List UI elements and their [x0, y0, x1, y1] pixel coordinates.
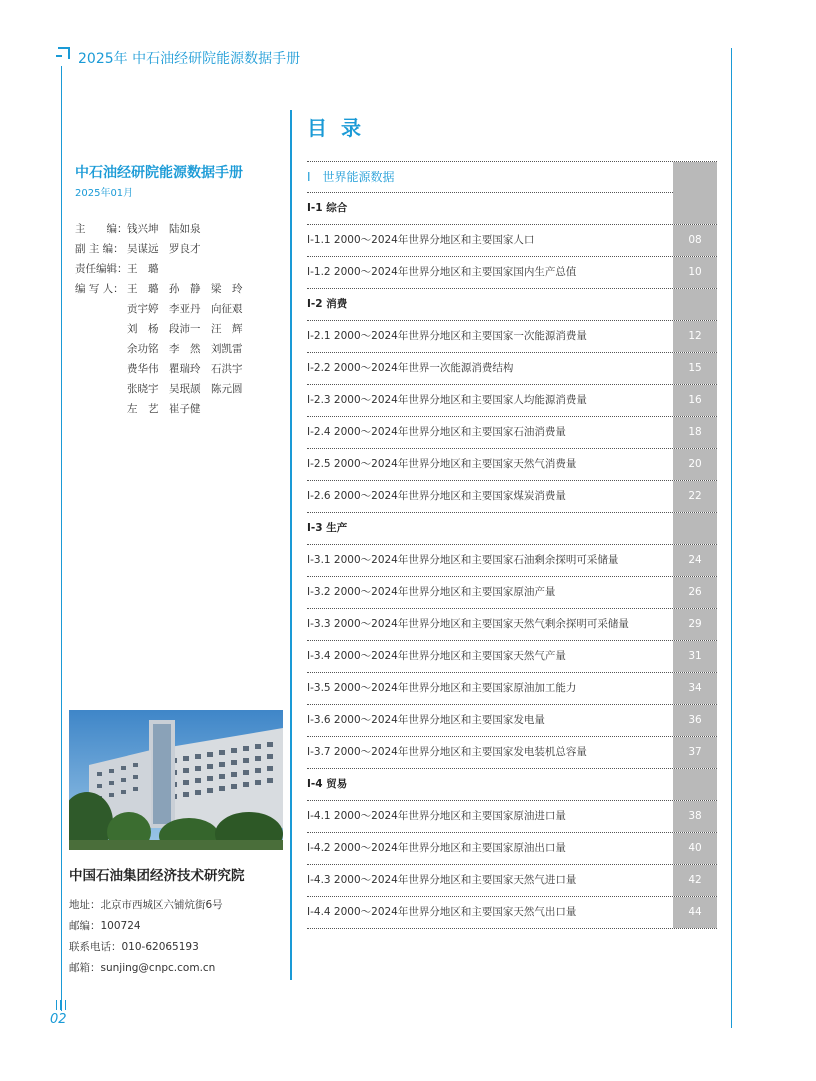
toc-entry[interactable] [307, 353, 717, 385]
toc-group-heading [307, 289, 717, 321]
postcode: 邮编：100724 [69, 920, 141, 932]
credit-names: 费华伟 瞿瑞玲 石洪宇 [127, 363, 243, 375]
credit-row [75, 239, 243, 259]
toc-entry-title: I-1 综合 [307, 202, 348, 214]
toc-page-number: 38 [673, 801, 717, 832]
toc-page-number: 42 [673, 865, 717, 896]
column-divider [290, 110, 292, 980]
running-header: 2025年 中石油经研院能源数据手册 [78, 51, 301, 67]
toc-section-heading [307, 161, 717, 193]
toc-entry[interactable] [307, 737, 717, 769]
email: 邮箱：sunjing@cnpc.com.cn [69, 962, 216, 974]
book-title: 中石油经研院能源数据手册 [75, 165, 243, 181]
left-rule [61, 66, 62, 1011]
toc-page-number [673, 513, 717, 544]
toc-entry-title: I-3.3 2000～2024年世界分地区和主要国家天然气剩余探明可采储量 [307, 618, 629, 630]
toc-page-number: 34 [673, 673, 717, 704]
credit-role [75, 379, 127, 399]
toc-entry-title: I-2.1 2000～2024年世界分地区和主要国家一次能源消费量 [307, 330, 587, 342]
toc-page-number: 29 [673, 609, 717, 640]
toc-page-number: 16 [673, 385, 717, 416]
toc-page-number: 44 [673, 897, 717, 928]
credit-names: 左 艺 崔子健 [127, 403, 201, 415]
toc-page-number: 12 [673, 321, 717, 352]
credit-names: 王 璐 [127, 263, 159, 275]
toc-entry-title: I-3 生产 [307, 522, 348, 534]
toc-entry-title: I-2 消费 [307, 298, 348, 310]
toc-group-heading [307, 193, 717, 225]
toc-entry[interactable] [307, 449, 717, 481]
credit-role: 副 主 编： [75, 243, 124, 255]
toc-entry-title: I-3.7 2000～2024年世界分地区和主要国家发电装机总容量 [307, 746, 587, 758]
toc-entry[interactable] [307, 673, 717, 705]
toc-entry-title: I-1.1 2000～2024年世界分地区和主要国家人口 [307, 234, 535, 246]
credit-row [75, 319, 243, 339]
credit-role [75, 399, 127, 419]
toc-entry-title: I-2.4 2000～2024年世界分地区和主要国家石油消费量 [307, 426, 566, 438]
credit-row [75, 359, 243, 379]
toc-entry-title: I-2.2 2000～2024年世界一次能源消费结构 [307, 362, 514, 374]
toc-entry-title: I-4.4 2000～2024年世界分地区和主要国家天然气出口量 [307, 906, 577, 918]
toc-entry[interactable] [307, 225, 717, 257]
toc-entry-title: I-1.2 2000～2024年世界分地区和主要国家国内生产总值 [307, 266, 577, 278]
credit-names: 刘 杨 段沛一 汪 辉 [127, 323, 243, 335]
toc-entry[interactable] [307, 833, 717, 865]
toc-entry[interactable] [307, 865, 717, 897]
address: 地址：北京市西城区六铺炕街6号 [69, 899, 223, 911]
toc-page-number [673, 769, 717, 800]
toc-page-number: 37 [673, 737, 717, 768]
toc-entry-title: I-3.5 2000～2024年世界分地区和主要国家原油加工能力 [307, 682, 577, 694]
credit-row [75, 279, 243, 299]
toc-page-number [673, 162, 717, 193]
toc-page-number: 22 [673, 481, 717, 512]
toc-page-number: 31 [673, 641, 717, 672]
credit-row [75, 379, 243, 399]
organization-name: 中国石油集团经济技术研究院 [69, 868, 245, 884]
toc-heading: 目录 [307, 116, 375, 140]
credit-names: 王 璐 孙 静 梁 玲 [127, 283, 243, 295]
toc-entry[interactable] [307, 641, 717, 673]
credits-list [75, 219, 243, 419]
toc-entry[interactable] [307, 417, 717, 449]
toc-page-number [673, 289, 717, 320]
toc-entry-title: I-3.1 2000～2024年世界分地区和主要国家石油剩余探明可采储量 [307, 554, 619, 566]
toc-entry-title: I-2.6 2000～2024年世界分地区和主要国家煤炭消费量 [307, 490, 566, 502]
credit-row [75, 399, 243, 419]
toc-entry-title: I-3.4 2000～2024年世界分地区和主要国家天然气产量 [307, 650, 566, 662]
toc-entry-title: I 世界能源数据 [307, 170, 395, 184]
toc-entry-title: I-4.3 2000～2024年世界分地区和主要国家天然气进口量 [307, 874, 577, 886]
toc-entry[interactable] [307, 577, 717, 609]
toc-entry[interactable] [307, 801, 717, 833]
credit-row [75, 219, 243, 239]
credit-role: 责任编辑： [75, 263, 128, 275]
toc-page-number: 26 [673, 577, 717, 608]
toc-entry[interactable] [307, 545, 717, 577]
toc-entry[interactable] [307, 897, 717, 929]
toc-entry[interactable] [307, 257, 717, 289]
credit-role: 编 写 人： [75, 283, 124, 295]
credit-row [75, 299, 243, 319]
right-rule [731, 48, 732, 1028]
header-bracket-icon [58, 47, 70, 59]
contact-info [69, 895, 223, 979]
book-date: 2025年01月 [75, 188, 134, 199]
credit-role [75, 339, 127, 359]
toc-entry[interactable] [307, 321, 717, 353]
toc-entry[interactable] [307, 705, 717, 737]
toc-page-number: 18 [673, 417, 717, 448]
credit-names: 钱兴坤 陆如泉 [127, 223, 201, 235]
toc-entry-title: I-2.5 2000～2024年世界分地区和主要国家天然气消费量 [307, 458, 577, 470]
page-mark-icon [56, 1000, 66, 1010]
toc-entry[interactable] [307, 481, 717, 513]
credit-names: 吴谋远 罗良才 [127, 243, 201, 255]
credit-row [75, 339, 243, 359]
credit-names: 余功铭 李 然 刘凯雷 [127, 343, 243, 355]
toc-page-number [673, 193, 717, 224]
page-number: 02 [50, 1012, 67, 1027]
phone: 联系电话：010-62065193 [69, 941, 199, 953]
toc-group-heading [307, 769, 717, 801]
toc-page-number: 40 [673, 833, 717, 864]
credit-role [75, 299, 127, 319]
table-of-contents [307, 161, 717, 929]
toc-page-number: 08 [673, 225, 717, 256]
toc-entry-title: I-4.2 2000～2024年世界分地区和主要国家原油出口量 [307, 842, 566, 854]
credit-row [75, 259, 243, 279]
toc-entry[interactable] [307, 609, 717, 641]
toc-entry-title: I-3.6 2000～2024年世界分地区和主要国家发电量 [307, 714, 545, 726]
institute-building-photo [69, 710, 283, 850]
credit-names: 张晓宇 吴珉颉 陈元圆 [127, 383, 243, 395]
toc-entry-title: I-2.3 2000～2024年世界分地区和主要国家人均能源消费量 [307, 394, 587, 406]
credit-role [75, 319, 127, 339]
toc-entry-title: I-4 贸易 [307, 778, 348, 790]
toc-entry[interactable] [307, 385, 717, 417]
toc-entry-title: I-3.2 2000～2024年世界分地区和主要国家原油产量 [307, 586, 556, 598]
credit-role [75, 359, 127, 379]
toc-group-heading [307, 513, 717, 545]
credit-role: 主 编： [75, 223, 128, 235]
credit-names: 贡宇婷 李亚丹 向征艰 [127, 303, 243, 315]
toc-page-number: 20 [673, 449, 717, 480]
toc-page-number: 15 [673, 353, 717, 384]
toc-entry-title: I-4.1 2000～2024年世界分地区和主要国家原油进口量 [307, 810, 566, 822]
toc-page-number: 10 [673, 257, 717, 288]
toc-page-number: 24 [673, 545, 717, 576]
toc-page-number: 36 [673, 705, 717, 736]
